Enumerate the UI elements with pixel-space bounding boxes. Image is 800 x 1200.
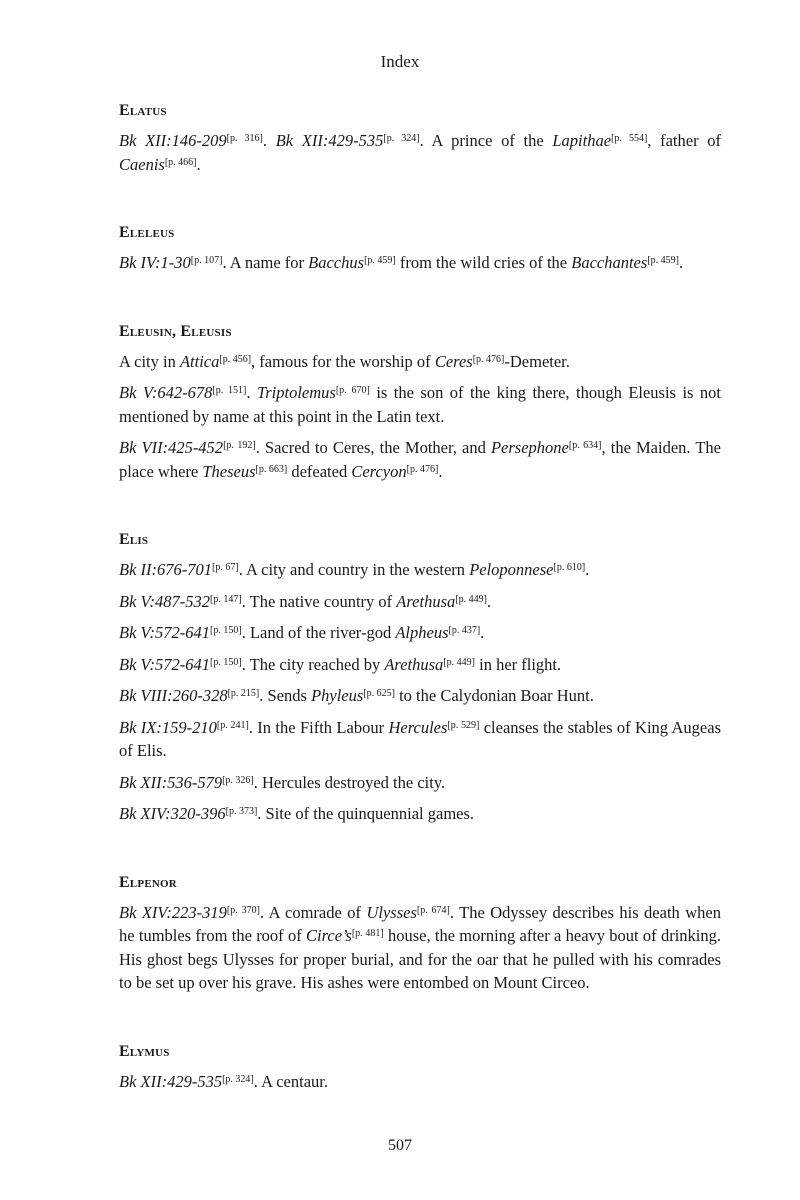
entry-text: A city in: [119, 351, 180, 371]
entry-paragraph: [119, 251, 721, 275]
cross-reference-link[interactable]: Circe’s: [306, 926, 352, 945]
page-reference[interactable]: [p. 476]: [472, 353, 505, 365]
entry-text: . The Odyssey describes his death when he tumbles from the roof of: [119, 902, 721, 945]
entry-paragraph: [119, 621, 721, 645]
entry-paragraph: [119, 381, 721, 428]
entry-text: . Sends: [259, 686, 312, 705]
entry-text: .: [438, 461, 443, 481]
page-number: 507: [388, 1137, 412, 1154]
book-reference-link[interactable]: Bk II:676-701: [119, 560, 213, 579]
entry-text: house, the morning after a heavy bout of drinking. His ghost begs Ulysses for proper burial, and for the oar that he pulled with his comrades to be set up over his grave. His ashes were entombed on Mount Circeo.: [119, 926, 721, 992]
entry-text: from the wild cries of the: [395, 253, 572, 272]
entry-text: .: [262, 131, 276, 150]
book-reference-link[interactable]: Bk VIII:260-328: [119, 686, 228, 705]
book-reference-link[interactable]: Bk XII:429-535: [119, 1071, 223, 1091]
page-reference[interactable]: [p. 147]: [210, 593, 242, 605]
entry-text: . The native country of: [241, 591, 397, 611]
entry-text: cleanses the stables of King Augeas of Elis.: [119, 717, 721, 760]
cross-reference-link[interactable]: Bacchantes: [571, 253, 648, 272]
page-reference[interactable]: [p. 634]: [568, 440, 602, 451]
entry-text: . A city and country in the western: [238, 560, 470, 579]
index-entry: [119, 321, 721, 484]
index-entries: [119, 100, 721, 1139]
entry-text: . Land of the river-god: [241, 623, 396, 642]
page-reference[interactable]: [p. 459]: [647, 255, 679, 266]
entry-text: is the son of the king there, though Eleusis is not mentioned by name at this point in the Latin text.: [119, 383, 722, 426]
entry-text: .: [678, 253, 684, 272]
entry-paragraph: [119, 436, 721, 483]
page-reference[interactable]: [p. 674]: [416, 904, 450, 916]
book-reference-link[interactable]: Bk XII:429-535: [275, 131, 384, 150]
cross-reference-link[interactable]: Alpheus: [395, 623, 449, 642]
entry-text: . The city reached by: [241, 654, 385, 674]
page-reference[interactable]: [p. 476]: [406, 463, 439, 475]
entry-text: to the Calydonian Boar Hunt.: [394, 686, 594, 705]
page-reference[interactable]: [p. 449]: [455, 593, 487, 605]
entry-text: in her flight.: [474, 654, 562, 674]
index-entry: [119, 1041, 721, 1094]
index-entry: [119, 100, 721, 176]
cross-reference-link[interactable]: Ceres: [434, 351, 473, 371]
page-reference[interactable]: [p. 324]: [222, 1073, 254, 1085]
page-reference[interactable]: [p. 215]: [227, 688, 260, 699]
entry-text: defeated: [287, 461, 352, 481]
running-header: Index: [380, 52, 420, 71]
book-reference-link[interactable]: Bk V:642-678: [119, 383, 213, 402]
page-reference[interactable]: [p. 466]: [164, 156, 197, 168]
entry-text: , father of: [647, 131, 721, 150]
cross-reference-link[interactable]: Lapithae: [552, 131, 612, 150]
page-reference[interactable]: [p. 663]: [255, 463, 288, 475]
cross-reference-link[interactable]: Attica: [179, 351, 220, 371]
page-reference[interactable]: [p. 326]: [222, 774, 254, 786]
book-reference-link[interactable]: Bk V:487-532: [119, 591, 211, 611]
entry-paragraph: [119, 590, 721, 614]
book-reference-link[interactable]: Bk IV:1-30: [119, 253, 191, 272]
book-reference-link[interactable]: Bk XIV:223-319: [119, 902, 227, 922]
entry-paragraph: [119, 653, 721, 677]
entry-paragraph: [119, 802, 721, 826]
page-reference[interactable]: [p. 67]: [212, 562, 239, 573]
index-entry: [119, 222, 721, 275]
book-reference-link[interactable]: Bk VII:425-452: [119, 438, 224, 457]
entry-heading: Elymus: [119, 1042, 170, 1060]
page-reference[interactable]: [p. 437]: [448, 625, 481, 636]
index-entry: [119, 529, 721, 826]
page-reference[interactable]: [p. 670]: [335, 385, 370, 396]
page-reference[interactable]: [p. 151]: [212, 385, 247, 396]
page-reference[interactable]: [p. 150]: [210, 625, 242, 636]
book-reference-link[interactable]: Bk V:572-641: [119, 654, 211, 674]
page-reference[interactable]: [p. 529]: [447, 719, 480, 731]
entry-text: . Hercules destroyed the city.: [253, 772, 446, 792]
entry-text: . Site of the quinquennial games.: [257, 804, 475, 823]
book-reference-link[interactable]: Bk XII:146-209: [119, 131, 227, 150]
page-reference[interactable]: [p. 107]: [190, 255, 223, 266]
cross-reference-link[interactable]: Peloponnese: [469, 560, 554, 579]
page-reference[interactable]: [p. 456]: [219, 353, 252, 365]
book-reference-link[interactable]: Bk IX:159-210: [119, 717, 217, 737]
book-reference-link[interactable]: Bk XII:536-579: [119, 772, 223, 792]
cross-reference-link[interactable]: Arethusa: [384, 654, 444, 674]
index-entry: [119, 872, 721, 995]
cross-reference-link[interactable]: Triptolemus: [256, 383, 336, 402]
page-reference[interactable]: [p. 554]: [611, 133, 648, 144]
entry-text: . A comrade of: [259, 902, 367, 922]
page-reference[interactable]: [p. 192]: [223, 440, 256, 451]
cross-reference-link[interactable]: Bacchus: [308, 253, 365, 272]
page-reference[interactable]: [p. 459]: [364, 255, 396, 266]
page-reference[interactable]: [p. 316]: [226, 133, 263, 144]
entry-text: . A prince of the: [419, 131, 553, 150]
entry-paragraph: [119, 684, 721, 708]
cross-reference-link[interactable]: Theseus: [202, 461, 256, 481]
page-reference[interactable]: [p. 370]: [226, 904, 260, 916]
entry-paragraph: [119, 558, 721, 582]
page-reference[interactable]: [p. 449]: [443, 656, 475, 668]
page-reference[interactable]: [p. 610]: [553, 562, 586, 573]
entry-paragraph: [119, 901, 721, 995]
entry-text: . A centaur.: [253, 1071, 328, 1091]
entry-text: .: [246, 383, 257, 402]
entry-heading: Elatus: [119, 102, 167, 119]
entry-text: , the Maiden. The place where: [119, 438, 721, 481]
cross-reference-link[interactable]: Hercules: [388, 717, 448, 737]
entry-text: .: [486, 591, 492, 611]
book-reference-link[interactable]: Bk XIV:320-396: [119, 804, 226, 823]
entry-paragraph: [119, 129, 721, 176]
cross-reference-link[interactable]: Arethusa: [396, 591, 456, 611]
page-reference[interactable]: [p. 324]: [383, 133, 420, 144]
entry-text: . A name for: [222, 253, 309, 272]
entry-paragraph: [119, 1070, 721, 1094]
entry-heading: Elis: [119, 531, 149, 548]
cross-reference-link[interactable]: Persephone: [490, 438, 569, 457]
page-reference[interactable]: [p. 481]: [351, 928, 384, 939]
cross-reference-link[interactable]: Caenis: [119, 154, 165, 174]
book-reference-link[interactable]: Bk V:572-641: [119, 623, 211, 642]
page-reference[interactable]: [p. 373]: [225, 806, 258, 817]
entry-text: . In the Fifth Labour: [248, 717, 389, 737]
page-reference[interactable]: [p. 150]: [210, 656, 242, 668]
entry-heading: Eleusin, Eleusis: [119, 322, 232, 340]
cross-reference-link[interactable]: Phyleus: [311, 686, 364, 705]
entry-paragraph: [119, 716, 721, 763]
entry-paragraph: [119, 771, 721, 795]
entry-text: .: [196, 154, 201, 174]
entry-paragraph: [119, 350, 721, 374]
entry-text: , famous for the worship of: [251, 351, 435, 371]
entry-heading: Eleleus: [119, 224, 175, 241]
cross-reference-link[interactable]: Ulysses: [366, 902, 417, 922]
entry-text: -Demeter.: [504, 351, 570, 371]
cross-reference-link[interactable]: Cercyon: [351, 461, 407, 481]
entry-heading: Elpenor: [119, 873, 177, 891]
entry-text: . Sacred to Ceres, the Mother, and: [255, 438, 491, 457]
entry-text: .: [480, 623, 485, 642]
page-reference[interactable]: [p. 625]: [363, 688, 395, 699]
page-reference[interactable]: [p. 241]: [216, 719, 249, 731]
entry-text: .: [585, 560, 590, 579]
